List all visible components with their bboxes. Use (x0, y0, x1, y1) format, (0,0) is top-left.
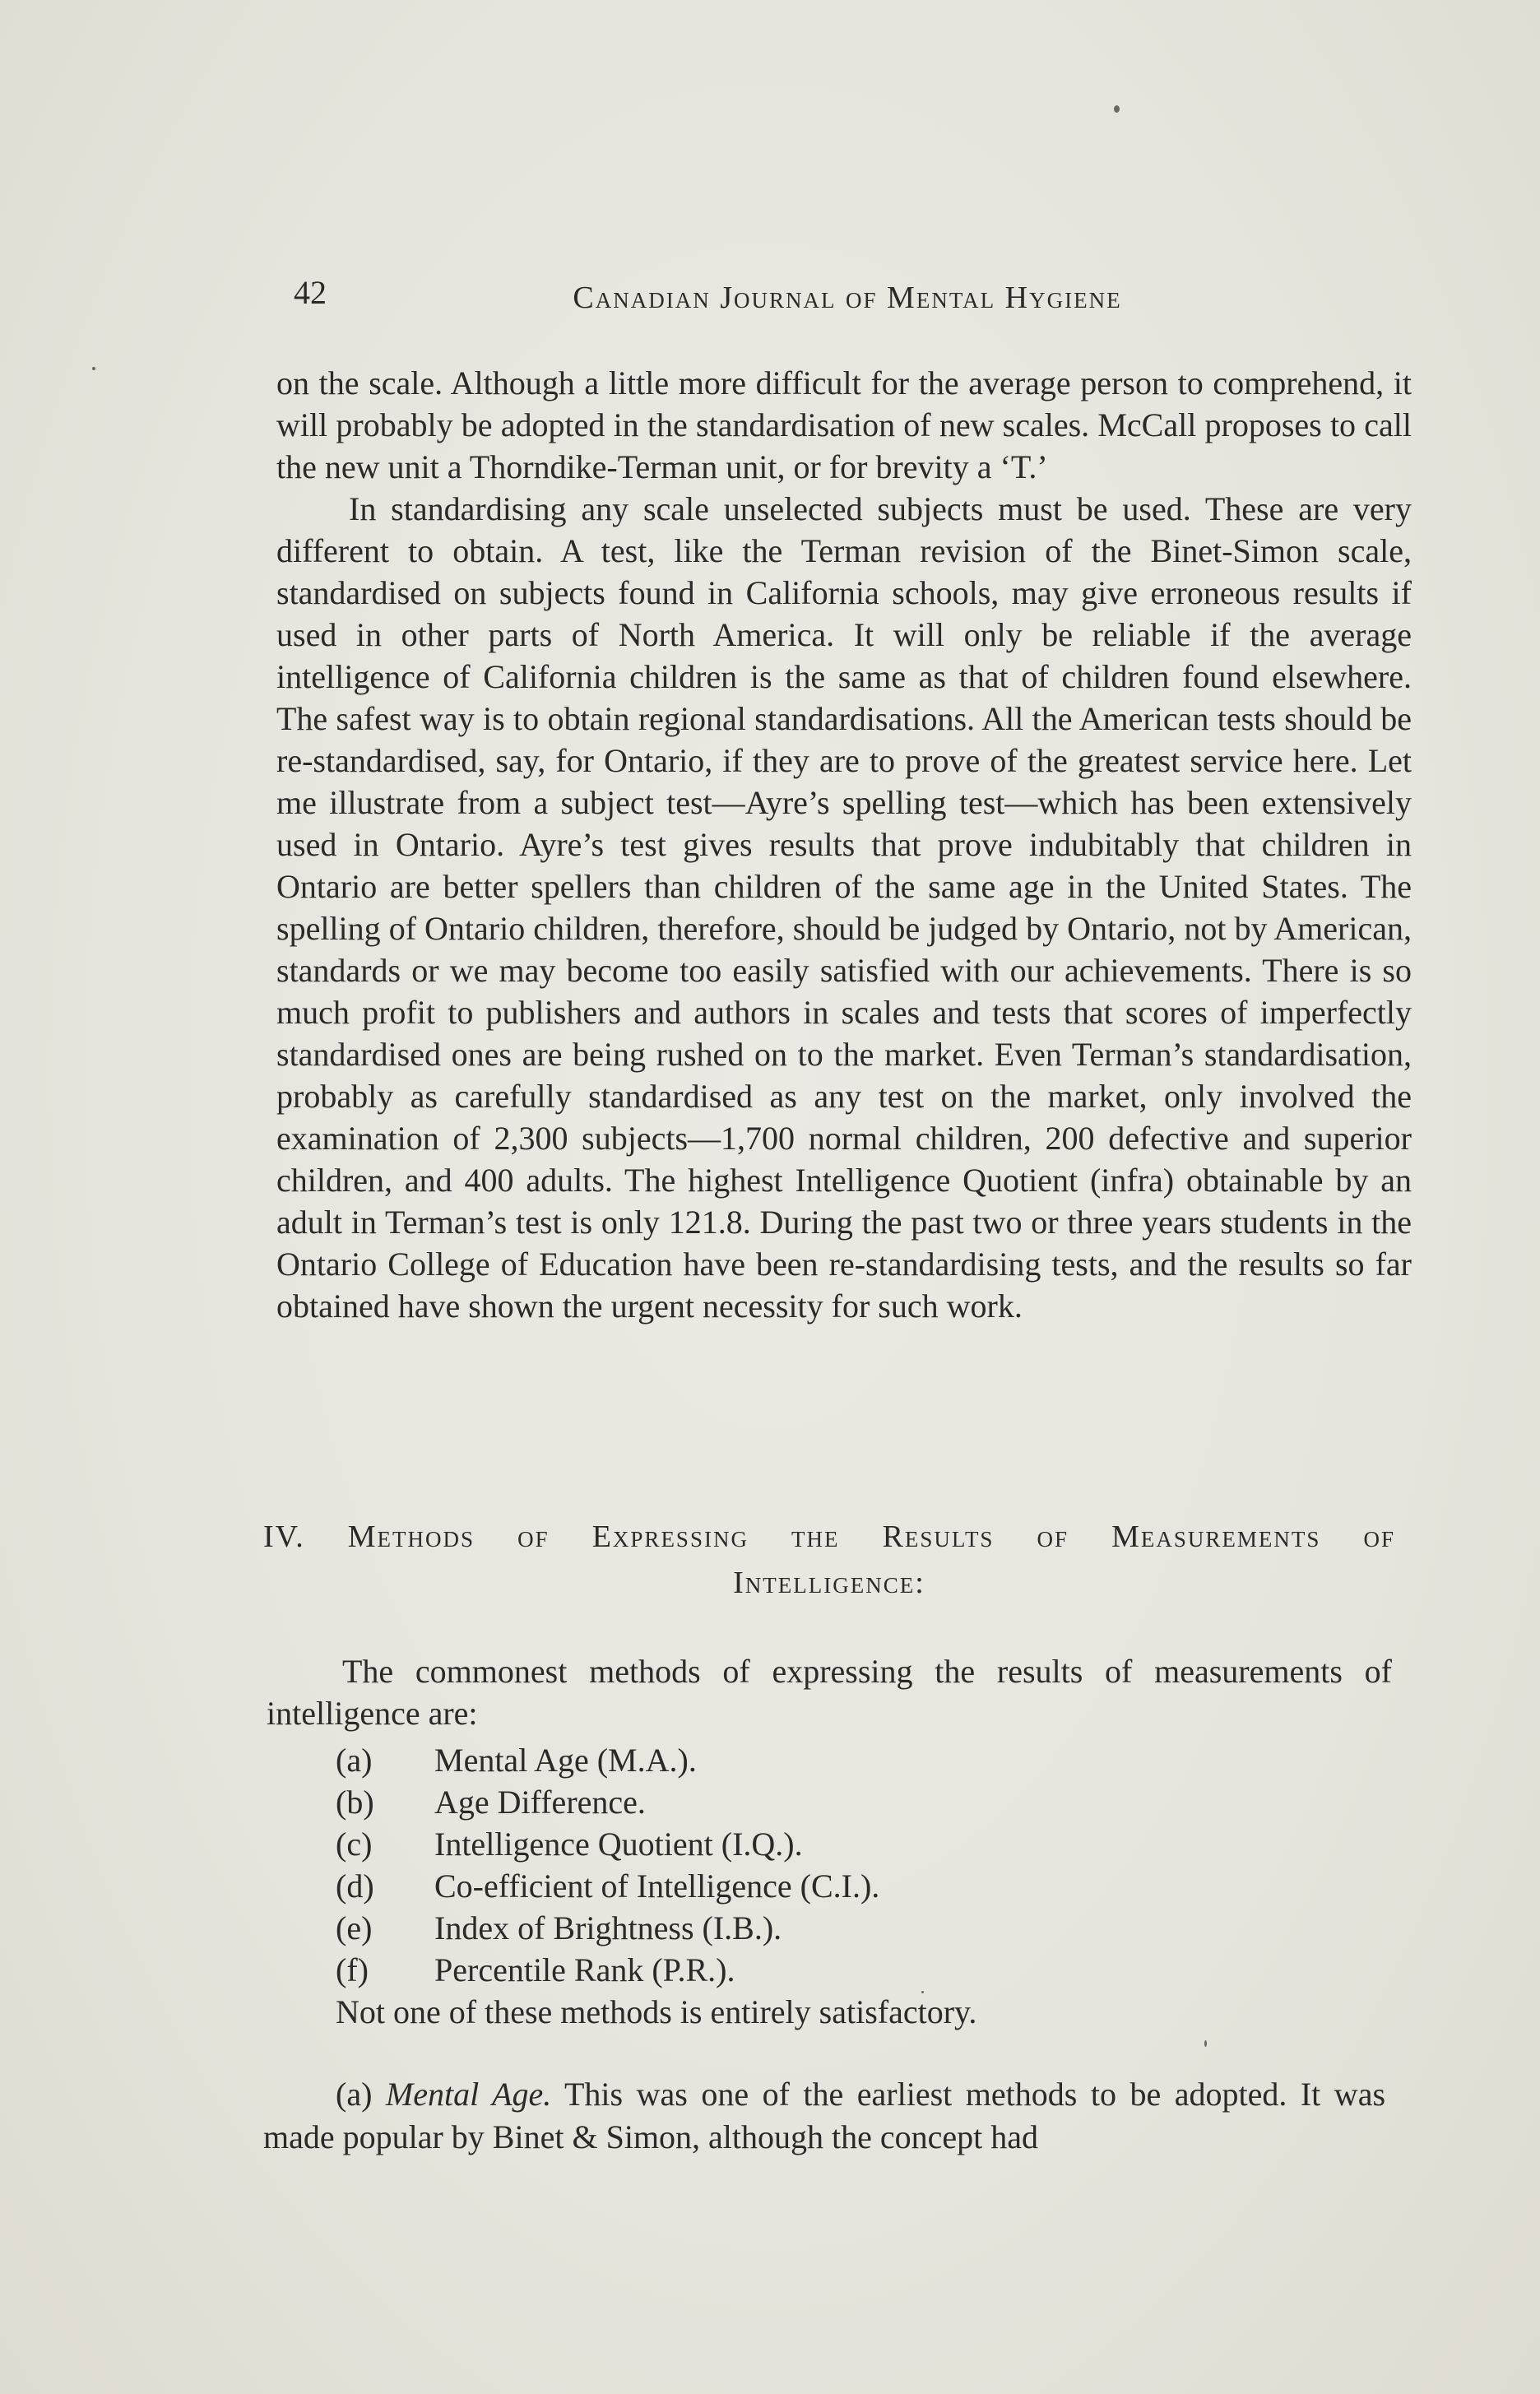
list-item-text: Age Difference. (434, 1784, 646, 1821)
section-heading-line1: IV. Methods of Expressing the Results of Measurements of (263, 1519, 1395, 1554)
list-item (336, 1907, 879, 1949)
paragraph-continuation: on the scale. Although a little more difficult for the average person to comprehend, it will probably be adopted in the standardisation of new scales. McCall proposes to call the new unit a Thorndike-Terman unit, or for brevity a ‘T.’ (276, 364, 1412, 485)
section-intro (267, 1650, 1392, 1734)
paper-speck (92, 367, 95, 370)
final-paragraph-text (263, 2073, 1385, 2159)
page-number: 42 (294, 274, 327, 311)
list-marker: (a) (336, 1742, 373, 1779)
list-item (336, 1949, 879, 1991)
list-marker: (b) (336, 1784, 374, 1821)
list-marker: (d) (336, 1867, 374, 1905)
list-item (336, 1823, 879, 1865)
section-heading (263, 1514, 1395, 1606)
list-item (336, 1781, 879, 1823)
paper-speck (921, 1991, 924, 1993)
list-item (336, 1865, 879, 1907)
list-item (336, 1739, 879, 1781)
section-heading-line2: Intelligence: (733, 1566, 925, 1600)
final-paragraph (263, 2073, 1385, 2159)
paragraph-standardising: In standardising any scale unselected subjects must be used. These are very different to obtain. A test, like the Terman revision of the Binet-Simon scale, standardised on subjects found in California schools, may give erroneous results if used in other parts of North America. It will only be reliable if the average intelligence of California children is the same as that of children found elsewhere. The safest way is to obtain regional standardisations. All the American tests should be re-standardised, say, for Ontario, if they are to prove of the greatest service here. Let me illustrate from a subject test—Ayre’s spelling test—which has been extensively used in Ontario. Ayre’s test gives results that prove indubitably that children in Ontario are better spellers than children of the same age in the United States. The spelling of Ontario children, therefore, should be judged by Ontario, not by American, standards or we may become too easily satisfied with our achievements. There is so much profit to publishers and authors in scales and tests that scores of imperfectly standardised ones are being rushed on to the market. Even Terman’s standardisation, probably as carefully standardised as any test on the market, only involved the examination of 2,300 subjects—1,700 normal children, 200 defective and superior children, and 400 adults. The highest Intelligence Quotient (infra) obtainable by an adult in Terman’s test is only 121.8. During the past two or three years students in the Ontario College of Education have been re-standardising tests, and the results so far obtained have shown the urgent necessity for such work. (276, 490, 1412, 1325)
mental-age-term: Mental Age. (385, 2076, 552, 2113)
final-marker: (a) (336, 2076, 373, 2113)
intro-paragraph: The commonest methods of expressing the results of measurements of intelligence are: (267, 1653, 1392, 1732)
running-title: Canadian Journal of Mental Hygiene (573, 281, 1122, 315)
final-paragraph-body: This was one of the earliest methods to be adopted. It was made popular by Binet & Simon, although the concept had (263, 2076, 1386, 2155)
list-item-text: Intelligence Quotient (I.Q.). (434, 1826, 803, 1863)
closing-sentence: Not one of these methods is entirely satisfactory. (336, 1993, 977, 2030)
list-marker: (c) (336, 1826, 373, 1863)
list-marker: (f) (336, 1951, 369, 1988)
methods-list (336, 1739, 879, 1991)
list-item-text: Mental Age (M.A.). (434, 1742, 697, 1779)
list-item-text: Co-efficient of Intelligence (C.I.). (434, 1867, 880, 1905)
body-text (276, 362, 1412, 1327)
paper-speck (1204, 2040, 1207, 2047)
list-item-text: Percentile Rank (P.R.). (434, 1951, 735, 1988)
list-item-text: Index of Brightness (I.B.). (434, 1909, 782, 1946)
running-header (290, 268, 1405, 326)
paper-speck (1114, 105, 1120, 113)
list-marker: (e) (336, 1909, 373, 1946)
